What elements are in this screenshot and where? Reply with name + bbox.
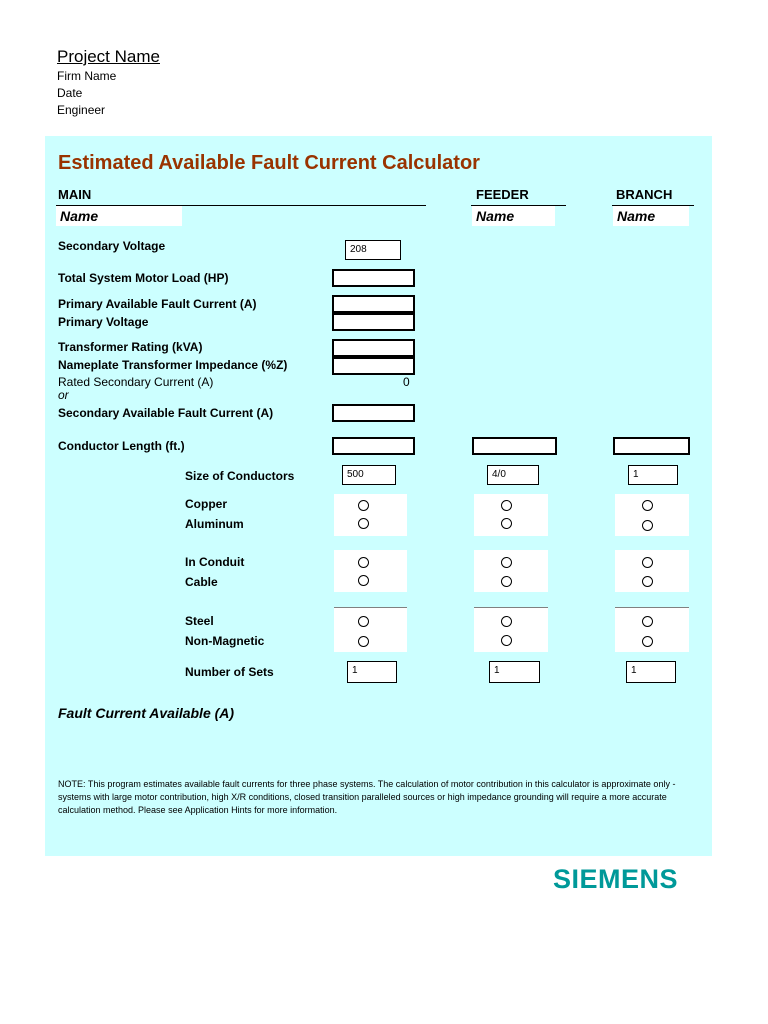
motor-load-label: Total System Motor Load (HP): [58, 271, 229, 285]
firm-name: Firm Name: [57, 69, 117, 83]
conductor-length-label: Conductor Length (ft.): [58, 439, 185, 453]
branch-conductor-size-select[interactable]: 1: [628, 465, 678, 485]
transformer-rating-input[interactable]: [332, 339, 415, 357]
aluminum-label: Aluminum: [185, 517, 244, 531]
cable-label: Cable: [185, 575, 218, 589]
primary-voltage-input[interactable]: [332, 313, 415, 331]
branch-conductor-length-input[interactable]: [613, 437, 690, 455]
feeder-conductor-length-input[interactable]: [472, 437, 557, 455]
copper-label: Copper: [185, 497, 227, 511]
branch-steel-radio[interactable]: [642, 616, 653, 627]
branch-name-field[interactable]: Name: [613, 206, 689, 226]
number-of-sets-label: Number of Sets: [185, 665, 274, 679]
branch-material-group: [615, 494, 689, 536]
branch-copper-radio[interactable]: [642, 500, 653, 511]
fault-current-available-label: Fault Current Available (A): [58, 705, 235, 721]
feeder-sets-input[interactable]: 1: [489, 661, 540, 683]
main-conductor-size-select[interactable]: 500: [342, 465, 396, 485]
engineer-name: Engineer: [57, 103, 106, 117]
main-nonmagnetic-radio[interactable]: [358, 636, 369, 647]
primary-fault-label: Primary Available Fault Current (A): [58, 297, 257, 311]
rated-secondary-label: Rated Secondary Current (A): [58, 375, 214, 389]
feeder-cable-radio[interactable]: [501, 576, 512, 587]
feeder-aluminum-radio[interactable]: [501, 518, 512, 529]
rated-secondary-value: 0: [403, 375, 410, 389]
feeder-magnetic-group: [474, 608, 548, 652]
secondary-voltage-label: Secondary Voltage: [58, 239, 166, 253]
feeder-steel-radio[interactable]: [501, 616, 512, 627]
disclaimer-note: NOTE: This program estimates available fault currents for three phase systems. The calculation of motor contribution in this calculator is approximate only - systems with large motor contribution, high X/R conditions, closed transition paralleled sources or high impedance grounding will require a more accurate calculation method. Please see Application Hints for more information.: [58, 779, 676, 815]
feeder-nonmagnetic-radio[interactable]: [501, 635, 512, 646]
conductor-size-label: Size of Conductors: [185, 469, 295, 483]
non-magnetic-label: Non-Magnetic: [185, 634, 265, 648]
transformer-impedance-label: Nameplate Transformer Impedance (%Z): [58, 358, 288, 372]
motor-load-input[interactable]: [332, 269, 415, 287]
feeder-conductor-size-select[interactable]: 4/0: [487, 465, 539, 485]
secondary-fault-label: Secondary Available Fault Current (A): [58, 406, 274, 420]
column-header-feeder: FEEDER: [476, 187, 529, 202]
transformer-impedance-input[interactable]: [332, 357, 415, 375]
secondary-voltage-input[interactable]: 208: [345, 240, 401, 260]
feeder-conduit-radio[interactable]: [501, 557, 512, 568]
main-material-group: [334, 494, 407, 536]
branch-sets-input[interactable]: 1: [626, 661, 676, 683]
main-cable-radio[interactable]: [358, 575, 369, 586]
column-header-main: MAIN: [58, 187, 92, 202]
branch-installation-group: [615, 550, 689, 592]
branch-aluminum-radio[interactable]: [642, 520, 653, 531]
main-steel-radio[interactable]: [358, 616, 369, 627]
primary-voltage-label: Primary Voltage: [58, 315, 149, 329]
feeder-name-field[interactable]: Name: [472, 206, 555, 226]
branch-conduit-radio[interactable]: [642, 557, 653, 568]
steel-label: Steel: [185, 614, 214, 628]
feeder-installation-group: [474, 550, 548, 592]
project-title: Project Name: [57, 47, 160, 66]
column-header-branch: BRANCH: [616, 187, 673, 202]
main-installation-group: [334, 550, 407, 592]
project-date: Date: [57, 86, 83, 100]
main-copper-radio[interactable]: [358, 500, 369, 511]
main-sets-input[interactable]: 1: [347, 661, 397, 683]
calculator-title: Estimated Available Fault Current Calculator: [58, 152, 480, 174]
in-conduit-label: In Conduit: [185, 555, 245, 569]
main-magnetic-group: [334, 608, 407, 652]
primary-fault-input[interactable]: [332, 295, 415, 313]
main-aluminum-radio[interactable]: [358, 518, 369, 529]
branch-nonmagnetic-radio[interactable]: [642, 636, 653, 647]
feeder-material-group: [474, 494, 548, 536]
main-name-field[interactable]: Name: [56, 206, 182, 226]
transformer-rating-label: Transformer Rating (kVA): [58, 340, 203, 354]
feeder-copper-radio[interactable]: [501, 500, 512, 511]
siemens-logo: SIEMENS: [553, 864, 679, 894]
branch-magnetic-group: [615, 608, 689, 652]
or-label: or: [58, 388, 69, 402]
secondary-fault-input[interactable]: [332, 404, 415, 422]
main-conduit-radio[interactable]: [358, 557, 369, 568]
main-conductor-length-input[interactable]: [332, 437, 415, 455]
branch-cable-radio[interactable]: [642, 576, 653, 587]
